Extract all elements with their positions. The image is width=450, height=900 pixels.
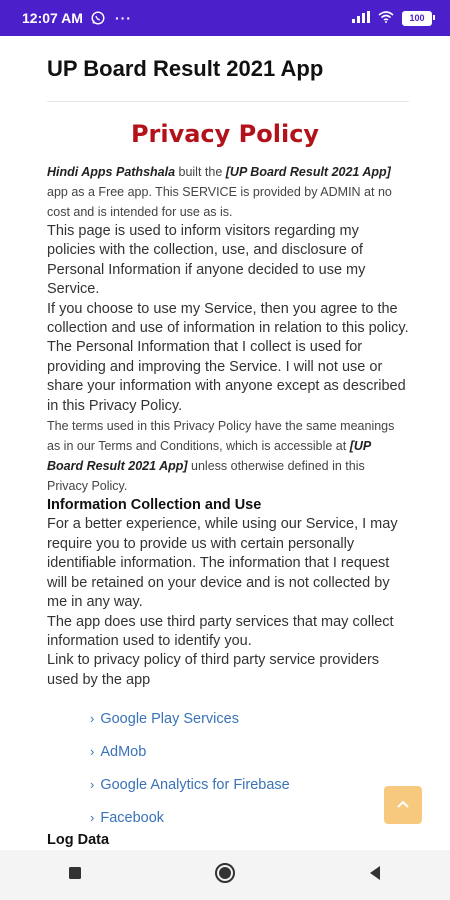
third-party-links (90, 702, 290, 834)
battery-level: 100 (409, 13, 425, 23)
square-icon (68, 866, 82, 885)
section-heading-information: Information Collection and Use (47, 497, 262, 514)
scroll-to-top-button[interactable] (384, 786, 422, 824)
circle-icon (214, 862, 236, 889)
policy-paragraph: This page is used to inform visitors regarding my policies with the collection, use, and disclosure of Personal Information if anyone decided to use my Service. (47, 223, 366, 298)
more-notifications-icon: ··· (114, 10, 132, 26)
recents-button[interactable] (45, 855, 105, 895)
link-google-analytics-for-firebase[interactable] (90, 768, 290, 801)
back-button[interactable] (345, 855, 405, 895)
policy-body (47, 162, 409, 690)
app-name: [UP Board Result 2021 App] (47, 439, 371, 474)
page-content (0, 36, 450, 850)
chevron-right-icon: › (90, 810, 95, 825)
page-title: UP Board Result 2021 App (47, 56, 324, 81)
whatsapp-icon (91, 11, 105, 25)
link-admob[interactable] (90, 735, 290, 768)
wifi-icon (378, 10, 394, 26)
terms-text-end: unless otherwise defined in this Privacy Policy. (47, 459, 365, 494)
chevron-right-icon: › (90, 744, 95, 759)
link-label: Google Analytics for Firebase (100, 776, 290, 793)
policy-paragraph: For a better experience, while using our Service, I may require you to provide us with certain personally identifiable information. The information that I request will be retained on your device and is not collected by me in any way. (47, 516, 398, 611)
terms-paragraph (47, 416, 409, 496)
system-navigation-bar (0, 850, 450, 900)
triangle-back-icon (368, 865, 382, 886)
link-google-play-services[interactable] (90, 702, 290, 735)
link-label: Google Play Services (100, 710, 239, 727)
org-name: Hindi Apps Pathshala (47, 165, 176, 179)
privacy-policy-heading: Privacy Policy (130, 120, 320, 148)
link-label: AdMob (100, 743, 147, 760)
battery-icon (402, 11, 432, 26)
chevron-right-icon: › (90, 777, 95, 792)
link-facebook[interactable] (90, 801, 290, 834)
policy-paragraph: Link to privacy policy of third party service providers used by the app (47, 652, 380, 688)
clock: 12:07 AM (22, 10, 83, 26)
intro-built-text: built the (175, 165, 226, 179)
status-bar (0, 0, 450, 36)
chevron-up-icon (396, 796, 410, 814)
chevron-right-icon: › (90, 711, 95, 726)
intro-paragraph (47, 162, 409, 222)
app-name: [UP Board Result 2021 App] (225, 165, 391, 179)
section-heading-log-data: Log Data (47, 832, 110, 848)
policy-paragraph: If you choose to use my Service, then you agree to the collection and use of information in relation to this policy. The Personal Information that I collect is used for providing and improving the Service. I will not use or share your information with anyone except as described in this Privacy Policy. (47, 300, 409, 414)
signal-icon (352, 10, 370, 26)
terms-text-start: The terms used in this Privacy Policy have the same meanings as in our Terms and Conditions, which is accessible at (47, 419, 395, 454)
home-button[interactable] (195, 855, 255, 895)
title-divider (47, 101, 409, 102)
policy-paragraph: The app does use third party services that may collect information used to identify you. (47, 613, 394, 649)
link-label: Facebook (100, 809, 165, 826)
intro-rest-text: app as a Free app. This SERVICE is provided by ADMIN at no cost and is intended for use as is. (47, 185, 392, 219)
